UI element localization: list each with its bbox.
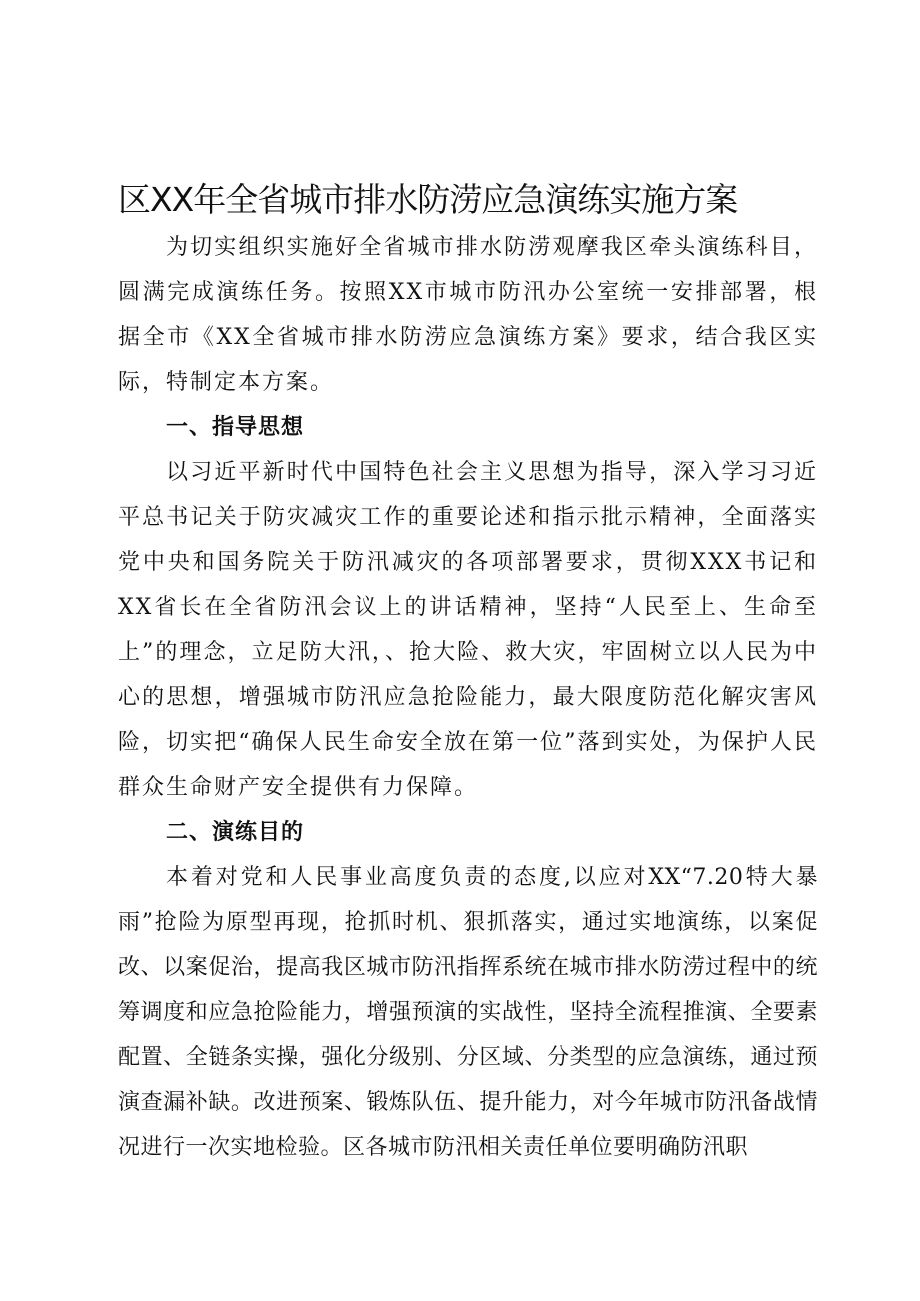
document-title: 区XX年全省城市排水防涝应急演练实施方案 [118,180,738,219]
section-heading-drill-purpose: 二、演练目的 [166,820,305,845]
section-paragraph-guiding-ideology: 以习近平新时代中国特色社会主义思想为指导，深入学习习近平总书记关于防灾减灾工作的重要论述和指示批示精神，全面落实党中央和国务院关于防汛减灾的各项部署要求，贯彻XXX书记和XX省长在全省防汛会议上的讲话精神，坚持“人民至上、生命至上”的理念，立足防大汛，、抢大险、救大灾，牢固树立以人民为中心的思想，增强城市防汛应急抢险能力，最大限度防范化解灾害风险，切实把“确保人民生命安全放在第一位”落到实处，为保护人民群众生命财产安全提供有力保障。 [118,460,818,800]
section-paragraph-drill-purpose: 本着对党和人民事业高度负责的态度,以应对XX“7.20特大暴雨”抢险为原型再现，抢抓时机、狠抓落实，通过实地演练，以案促改、以案促治，提高我区城市防汛指挥系统在城市排水防涝过程中的统筹调度和应急抢险能力，增强预演的实战性，坚持全流程推演、全要素配置、全链条实操，强化分级别、分区域、分类型的应急演练，通过预演查漏补缺。改进预案、锻炼队伍、提升能力，对今年城市防汛备战情况进行一次实地检验。区各城市防汛相关责任单位要明确防汛职 [118,865,818,1160]
section-heading-guiding-ideology: 一、指导思想 [166,415,305,440]
intro-paragraph: 为切实组织实施好全省城市排水防涝观摩我区牵头演练科目，圆满完成演练任务。按照XX市城市防汛办公室统一安排部署，根据全市《XX全省城市排水防涝应急演练方案》要求，结合我区实际，特制定本方案。 [118,235,818,395]
document-body [118,225,818,1170]
